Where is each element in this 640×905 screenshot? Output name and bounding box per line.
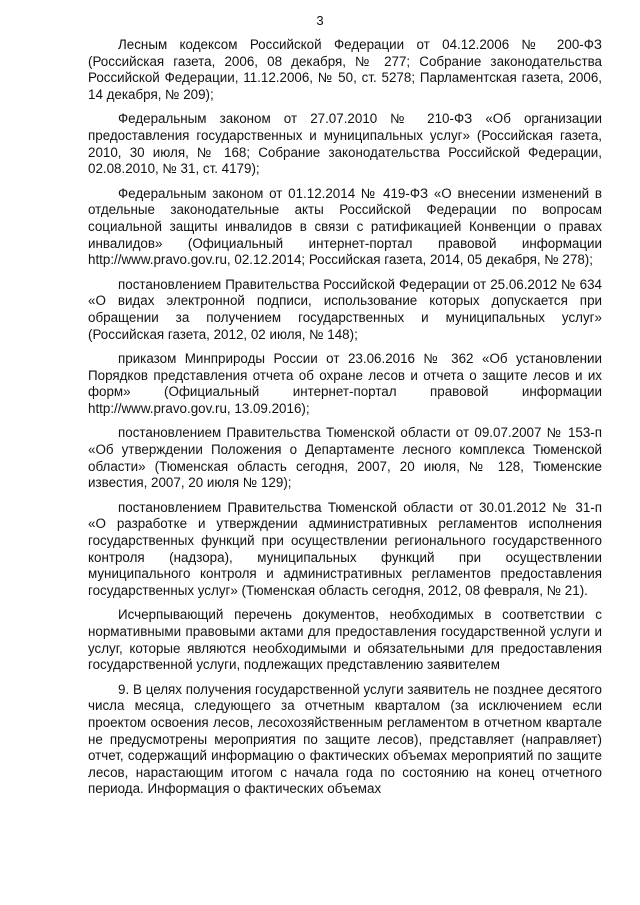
paragraph-government-decree-634: постановлением Правительства Российской Федерации от 25.06.2012 № 634 «О видах электронной подписи, использование которых допускается при обращении за получением государственных и муниципальных услуг» (Российская газета, 2012, 02 июля, № 148);: [88, 276, 602, 342]
paragraph-federal-law-419: Федеральным законом от 01.12.2014 № 419-ФЗ «О внесении изменений в отдельные законодательные акты Российской Федерации по вопросам социальной защиты инвалидов в связи с ратификацией Конвенции о правах инвалидов» (Официальный интернет-портал правовой информации http://www.pravo.gov.ru, 02.12.2014; Российская газета, 2014, 05 декабря, № 278);: [88, 185, 602, 268]
paragraph-ministry-order-362: приказом Минприроды России от 23.06.2016 № 362 «Об установлении Порядков представления отчета об охране лесов и отчета о защите лесов и их форм» (Официальный интернет-портал правовой информации http://www.pravo.gov.ru, 13.09.2016);: [88, 351, 602, 416]
paragraph-federal-law-210: Федеральным законом от 27.07.2010 № 210-ФЗ «Об организации предоставления государственных и муниципальных услуг» (Российская газета, 2010, 30 июля, № 168; Собрание законодательства Российской Федерации, 02.08.2010, № 31, ст. 4179);: [88, 111, 602, 177]
page-number: 3: [316, 13, 324, 28]
paragraph-documents-list-heading: Исчерпывающий перечень документов, необходимых в соответствии с нормативными правовыми актами для предоставления государственной услуги и услуг, которые являются необходимыми и обязательными для предоставления государственной услуги, подлежащих представлению заявителем: [88, 607, 602, 673]
paragraph-item-9: 9. В целях получения государственной услуги заявитель не позднее десятого числа месяца, следующего за отчетным кварталом (за исключением если проектом освоения лесов, лесохозяйственным регламентом в отчетном квартале не предусмотрены мероприятия по защите лесов), представляет (направляет) отчет, содержащий информацию о фактических объемах мероприятий по защите лесов, нарастающим итогом с начала года по состоянию на конец отчетного периода. Информация о фактических объемах: [88, 681, 602, 797]
paragraph-forest-code: Лесным кодексом Российской Федерации от 04.12.2006 № 200-ФЗ (Российская газета, 2006, 08 декабря, № 277; Собрание законодательства Российской Федерации, 11.12.2006, № 50, ст. 5278; Парламентская газета, 2006, 14 декабря, № 209);: [88, 37, 602, 102]
paragraph-tyumen-decree-153: постановлением Правительства Тюменской области от 09.07.2007 № 153-п «Об утверждении Положения о Департаменте лесного комплекса Тюменской области» (Тюменская область сегодня, 2007, 20 июля, № 128, Тюменские известия, 2007, 20 июля № 129);: [88, 425, 602, 491]
document-body: [88, 37, 602, 806]
paragraph-tyumen-decree-31: постановлением Правительства Тюменской области от 30.01.2012 № 31-п «О разработке и утверждении административных регламентов исполнения государственных функций при осуществлении регионального государственного контроля (надзора), муниципальных функций при осуществлении муниципального контроля и административных регламентов предоставления государственных услуг» (Тюменская область сегодня, 2012, 08 февраля, № 21).: [88, 499, 602, 598]
